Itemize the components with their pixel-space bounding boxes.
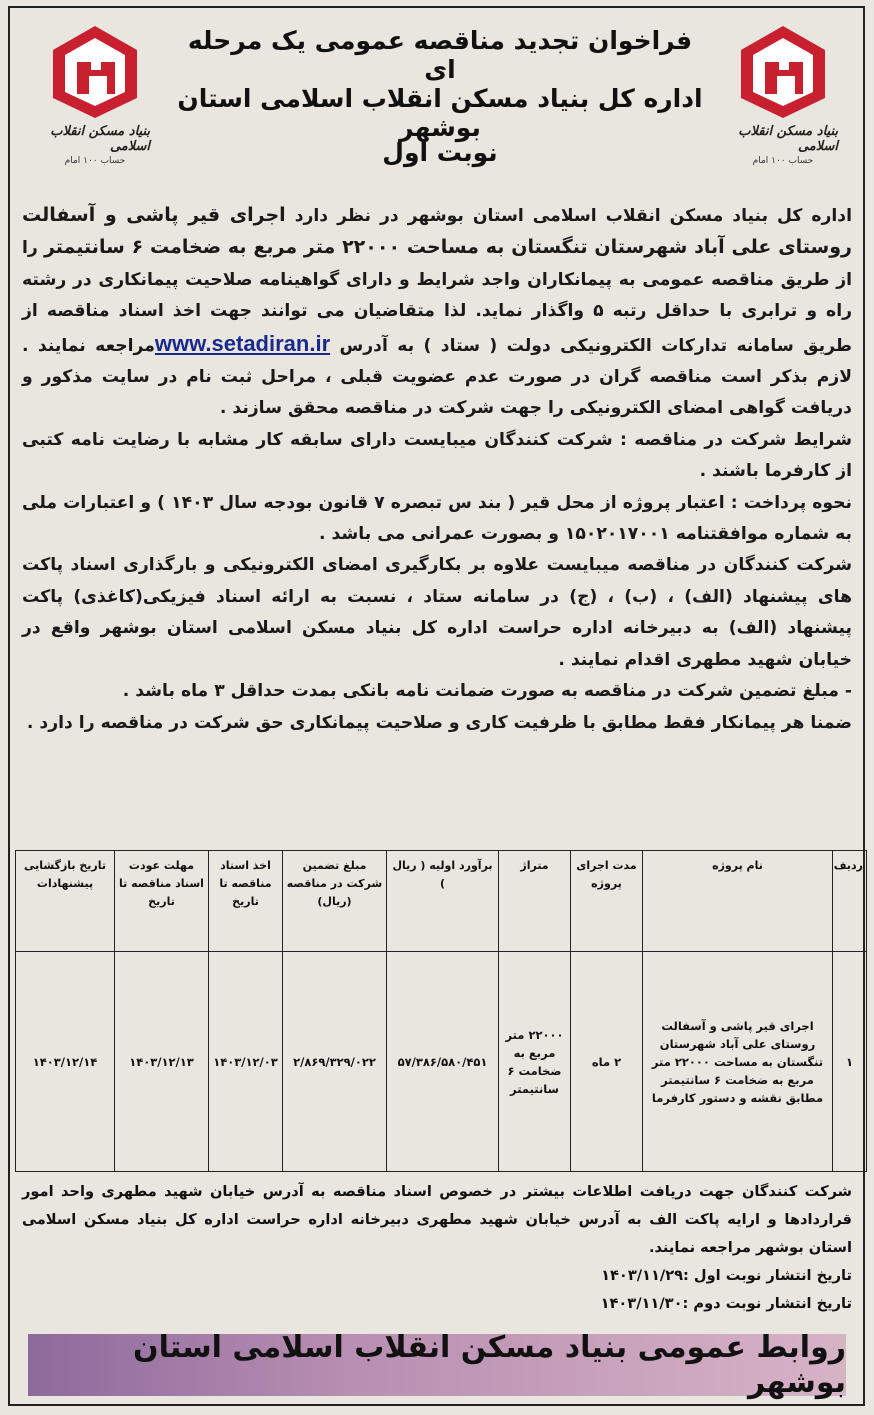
logo-name: بنیاد مسکن انقلاب اسلامی xyxy=(738,124,838,154)
round-title: نوبت اول xyxy=(382,138,498,167)
logo-caption: حساب ۱۰۰ امام xyxy=(64,156,126,166)
project-name-cell: اجرای قیر پاشی و آسفالت روستای علی آباد شهرستان تنگستان به مساحت ۲۲۰۰۰ متر مربع به ضخامت ۶ سانتیمتر مطابق نقشه و دستور کارفرما xyxy=(643,952,833,1172)
paragraph-payment: نحوه پرداخت : اعتبار پروژه از محل قیر ( بند س تبصره ۷ قانون بودجه سال ۱۴۰۳ ) و اعتبارات ملی به شماره موافقتنامه ۱۵۰۲۰۱۷۰۰۱ و بصورت عمرانی می باشد . xyxy=(22,492,853,545)
header-cell: متراژ xyxy=(499,851,571,952)
intro-text-3: مراجعه نمایند . لازم بذکر است مناقصه گران در صورت عدم عضویت قبلی ، مراحل ثبت نام در سایت مذکور و دریافت گواهی امضای الکترونیکی را جهت شرکت در مناقصه محقق سازند . xyxy=(22,335,852,419)
header-cell: مدت اجرای پروژه xyxy=(571,851,643,952)
housing-foundation-logo-icon xyxy=(733,22,833,122)
documents-deadline-cell: ۱۴۰۳/۱۲/۰۳ xyxy=(209,952,283,1172)
header-cell: برآورد اولیه ( ریال ) xyxy=(387,851,499,952)
header-cell: مهلت عودت اسناد مناقصه تا تاریخ xyxy=(115,851,209,952)
header-cell: نام پروژه xyxy=(643,851,833,952)
intro-text: اداره کل بنیاد مسکن انقلاب اسلامی استان بوشهر در نظر دارد xyxy=(285,206,852,226)
guarantee-cell: ۲/۸۶۹/۳۲۹/۰۲۲ xyxy=(283,952,387,1172)
footer-info: شرکت کنندگان جهت دریافت اطلاعات بیشتر در خصوص اسناد مناقصه به آدرس خیابان شهید مطهری واحد امور قراردادها و ارایه پاکت الف به آدرس خیابان شهید مطهری دبیرخانه اداره حراست اداره کل بنیاد مسکن اسلامی استان بوشهر مراجعه نمایند. xyxy=(22,1183,852,1256)
logo-right xyxy=(728,22,838,172)
first-publication-date: تاریخ انتشار نوبت اول :۱۴۰۳/۱۱/۲۹ xyxy=(601,1267,852,1284)
duration-cell: ۲ ماه xyxy=(571,952,643,1172)
notice-footer xyxy=(22,1178,852,1318)
area-cell: ۲۲۰۰۰ متر مربع به ضخامت ۶ سانتیمتر xyxy=(499,952,571,1172)
logo-name: بنیاد مسکن انقلاب اسلامی xyxy=(50,124,150,154)
notice-title: فراخوان تجدید مناقصه عمومی یک مرحله ای xyxy=(187,26,693,84)
notice-body xyxy=(22,200,852,739)
row-number: ۱ xyxy=(833,952,867,1172)
table-row xyxy=(16,952,867,1172)
estimate-cell: ۵۷/۳۸۶/۵۸۰/۴۵۱ xyxy=(387,952,499,1172)
header-cell: تاریخ بازگشایی پیشنهادات xyxy=(16,851,115,952)
issuer-title: اداره کل بنیاد مسکن انقلاب اسلامی استان بوشهر xyxy=(177,84,703,142)
opening-date-cell: ۱۴۰۳/۱۲/۱۴ xyxy=(16,952,115,1172)
logo-left xyxy=(40,22,150,172)
public-relations-banner: روابط عمومی بنیاد مسکن انقلاب اسلامی استان بوشهر xyxy=(28,1334,846,1396)
header-cell: مبلغ تضمین شرکت در مناقصه (ریال) xyxy=(283,851,387,952)
paragraph-guarantee: - مبلغ تضمین شرکت در مناقصه به صورت ضمانت نامه بانکی بمدت حداقل ۳ ماه باشد . xyxy=(122,681,852,702)
header-cell: اخذ اسناد مناقصه تا تاریخ xyxy=(209,851,283,952)
intro-text-2: را از طریق مناقصه عمومی به پیمانکاران واجد شرایط و دارای گواهینامه صلاحیت پیمانکاری در رشته راه و ترابری با حداقل رتبه ۵ واگذار نماید. لذا متقاضیان می توانند جهت اخذ اسناد مناقصه از طریق سامانه تدارکات الکترونیکی دولت ( ستاد ) به آدرس xyxy=(22,238,852,356)
housing-foundation-logo-icon xyxy=(45,22,145,122)
setadiran-link[interactable]: www.setadiran.ir xyxy=(154,330,331,356)
table-header-row xyxy=(16,851,867,952)
paragraph-eligibility: ضمنا هر پیمانکار فقط مطابق با ظرفیت کاری و صلاحیت پیمانکاری حق شرکت در مناقصه را دارد . xyxy=(26,712,852,733)
paragraph-intro xyxy=(22,200,852,425)
header-cell: ردیف xyxy=(833,851,867,952)
second-publication-date: تاریخ انتشار نوبت دوم :۱۴۰۳/۱۱/۳۰ xyxy=(600,1295,852,1312)
paragraph-submission: شرکت کنندگان در مناقصه میبایست علاوه بر بکارگیری امضای الکترونیکی و بارگذاری اسناد پاکت های پیشنهاد (الف) ، (ب) ، (ج) در سامانه ستاد ، نسبت به ارائه اسناد فیزیکی(کاغذی) پاکت پیشنهاد (الف) به دبیرخانه اداره حراست اداره کل بنیاد مسکن اسلامی استان بوشهر واقع در خیابان شهید مطهری اقدام نمایند . xyxy=(22,555,852,670)
return-deadline-cell: ۱۴۰۳/۱۲/۱۳ xyxy=(115,952,209,1172)
logo-caption: حساب ۱۰۰ امام xyxy=(752,156,814,166)
project-highlight: اجرای قیر پاشی و آسفالت روستای علی آباد شهرستان تنگستان به مساحت ۲۲۰۰۰ متر مربع به ضخامت ۶ سانتیمتر xyxy=(22,204,852,259)
tender-table xyxy=(15,850,867,1172)
paragraph-conditions: شرایط شرکت در مناقصه : شرکت کنندگان میبایست دارای سابقه کار مشابه با رضایت نامه کتبی از کارفرما باشند . xyxy=(22,429,852,482)
